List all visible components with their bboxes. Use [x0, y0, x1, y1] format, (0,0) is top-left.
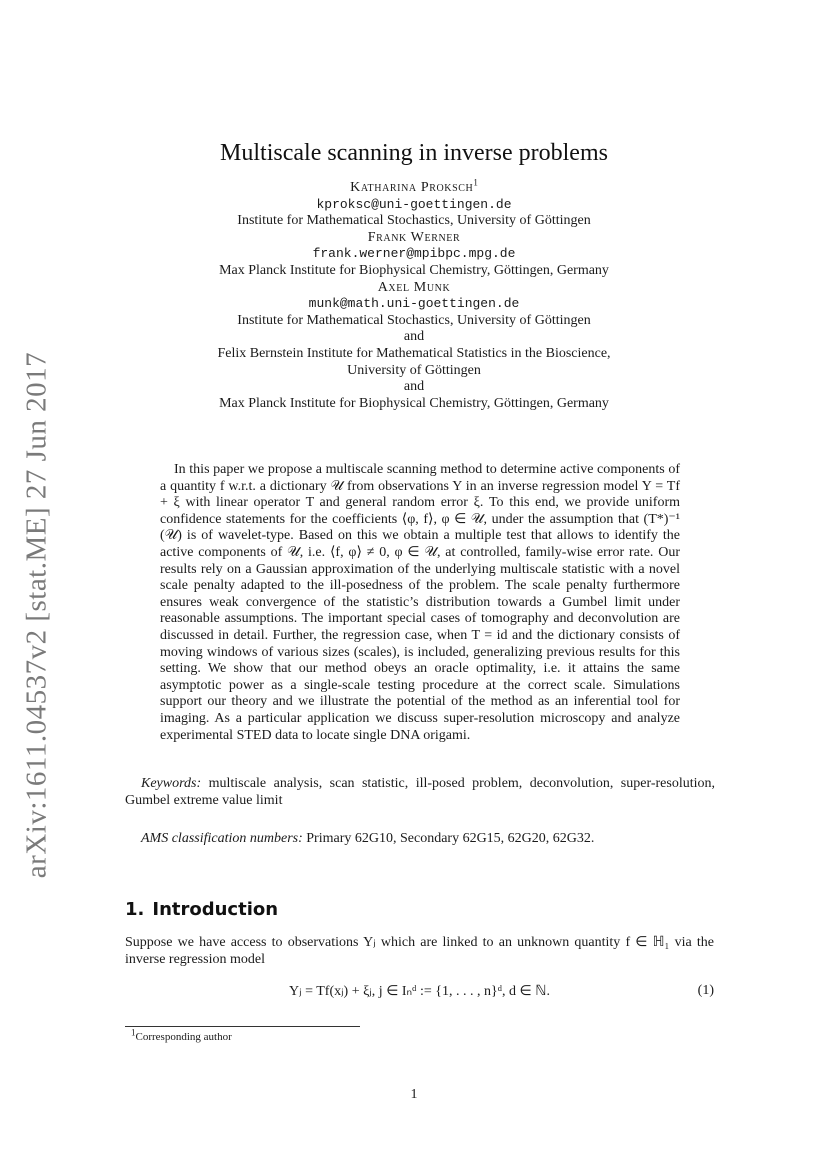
author-affiliation: Institute for Mathematical Stochastics, University of Göttingen [237, 213, 591, 229]
section-heading [125, 899, 278, 920]
footnote-mark: 1 [131, 1027, 136, 1038]
abstract-paragraph: In this paper we propose a multiscale scanning method to determine active components of a quantity f w.r.t. a dictionary 𝒰 from observations Y in an inverse regression model Y = Tf + ξ with linear operator T and general random error ξ. To this end, we provide uniform confidence statements for the coefficients ⟨φ, f⟩, φ ∈ 𝒰, under the assumption that (T*)⁻¹ (𝒰) is of wavelet-type. Based on this we obtain a multiple test that allows to identify the active components of 𝒰, i.e. ⟨f, φ⟩ ≠ 0, φ ∈ 𝒰, at controlled, family-wise error rate. Our results rely on a Gaussian approximation of the underlying multiscale statistic with a novel scale penalty adapted to the ill-posedness of the problem. The scale penalty furthermore ensures weak convergence of the statistic’s distribution towards a Gumbel limit under reasonable assumptions. The important special cases of tomography and deconvolution are discussed in detail. Further, the regression case, when T = id and the dictionary consists of moving windows of various sizes (scales), is included, generalizing previous results for this setting. We show that our method obeys an oracle optimality, i.e. it attains the same asymptotic power as a single-scale testing procedure at the correct scale. Simulations support our theory and we illustrate the potential of the method as an inferential tool for imaging. As a particular application we discuss super-resolution microscopy and analyze experimental STED data to locate single DNA origami. [160, 462, 680, 743]
author-block [0, 177, 828, 412]
author-email[interactable]: kproksc@uni-goettingen.de [316, 196, 512, 212]
keywords-line [125, 776, 715, 809]
footnote-divider [125, 1026, 360, 1027]
author-email[interactable]: munk@math.uni-goettingen.de [308, 296, 520, 312]
section-title: Introduction [152, 899, 279, 920]
author-affiliation: University of Göttingen [347, 362, 481, 378]
paper-title: Multiscale scanning in inverse problems [220, 140, 608, 166]
author-email[interactable]: frank.werner@mpibpc.mpg.de [312, 246, 516, 262]
keywords-text: multiscale analysis, scan statistic, ill-posed problem, deconvolution, super-resolution, Gumbel extreme value limit [125, 776, 716, 808]
ams-text: Primary 62G10, Secondary 62G15, 62G20, 62G32. [306, 831, 595, 846]
author-name: Katharina Proksch$^1$ [350, 177, 478, 195]
author-name: Frank Werner [367, 229, 461, 245]
arxiv-stamp-text: arXiv:1611.04537v2 [stat.ME] 27 Jun 2017 [20, 351, 53, 879]
author-affiliation: Institute for Mathematical Stochastics, University of Göttingen [237, 312, 591, 328]
author-affiliation: Max Planck Institute for Biophysical Chemistry, Göttingen, Germany [219, 262, 609, 278]
section-number: 1. [125, 899, 145, 920]
footnote [131, 1027, 232, 1043]
intro-paragraph: Suppose we have access to observations Yⱼ which are linked to an unknown quantity f ∈ ℍ₁ via the inverse regression model [125, 935, 714, 967]
affiliation-conjunction: and [403, 379, 425, 395]
page-number: 1 [410, 1087, 418, 1102]
equation-number: (1) [697, 983, 714, 998]
author-affiliation: Felix Bernstein Institute for Mathematical Statistics in the Bioscience, [217, 345, 611, 361]
footnote-marker: 1 [473, 177, 478, 188]
equation-body: Yⱼ = Tf(xⱼ) + ξⱼ, j ∈ Iₙᵈ := {1, . . . , n}ᵈ, d ∈ ℕ. [289, 984, 550, 999]
footnote-text: Corresponding author [135, 1031, 232, 1043]
arxiv-identifier-stamp [16, 351, 58, 879]
equation-1 [125, 983, 714, 1003]
keywords-label: Keywords: [141, 776, 202, 791]
affiliation-conjunction: and [403, 329, 425, 345]
author-affiliation: Max Planck Institute for Biophysical Chemistry, Göttingen, Germany [219, 395, 609, 411]
author-name: Axel Munk [377, 279, 451, 295]
ams-classification [141, 831, 721, 848]
ams-label: AMS classification numbers: [141, 831, 303, 846]
